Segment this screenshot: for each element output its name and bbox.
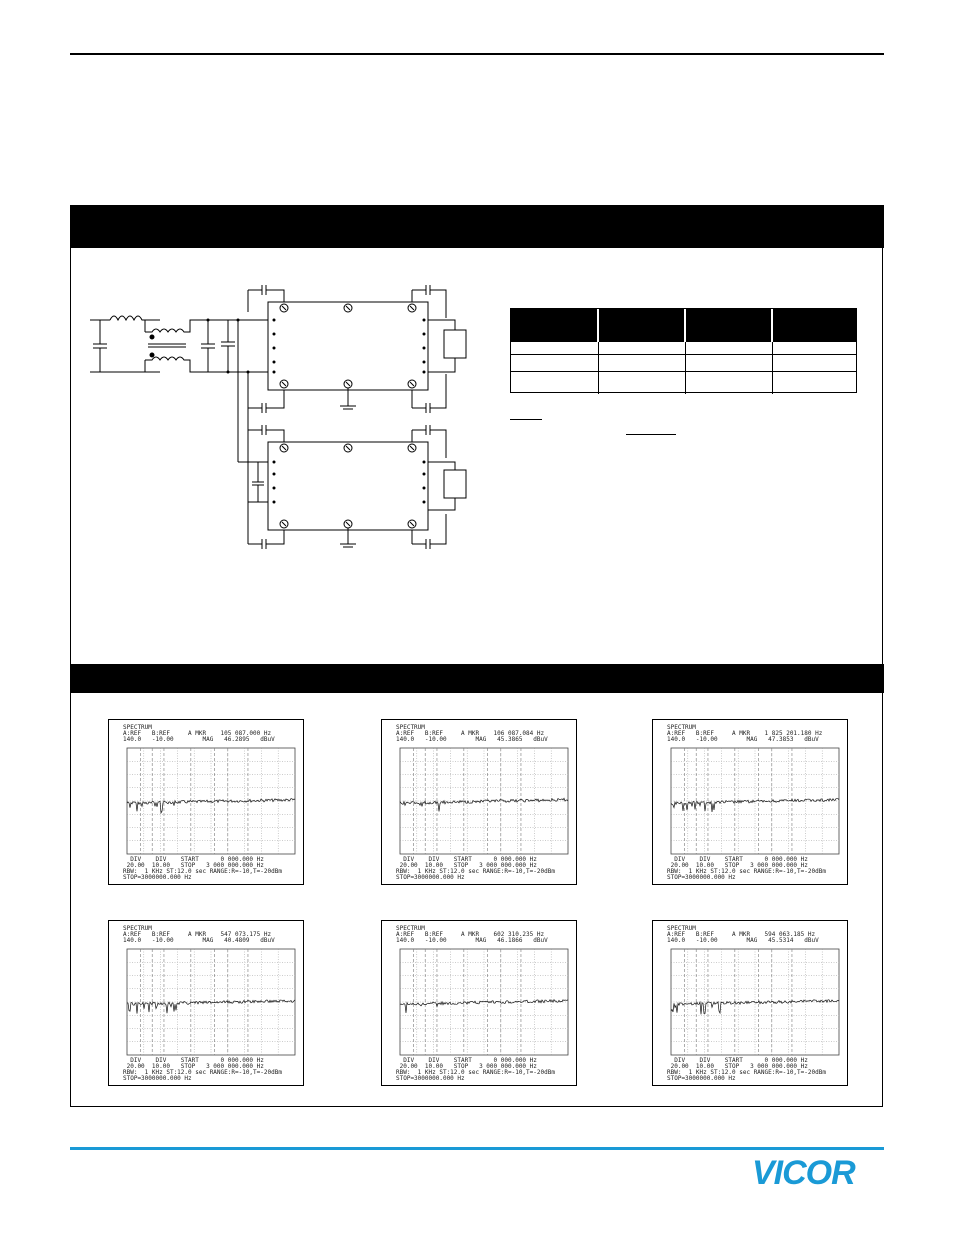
spectrum-plot-5 (381, 920, 577, 1086)
scope-label: 20.00 10.00 STOP 3 000 000.000 Hz (667, 862, 808, 869)
scope-label: A:REF B:REF A MKR 1 825 201.180 Hz (667, 730, 823, 737)
spectrum-plot-2 (381, 719, 577, 885)
scope-label: RBW: 1 KHz ST:12.0 sec RANGE:R=-10,T=-20dBm (123, 1069, 282, 1076)
scope-label: SPECTRUM (123, 925, 152, 932)
scope-label: SPECTRUM (667, 724, 696, 731)
table-row (511, 354, 856, 355)
scope-label: DIV DIV START 0 000.000 Hz (667, 1057, 808, 1064)
scope-label: 140.0 -10.00 MAG 46.1866 dBuV (396, 937, 548, 944)
section-header-band-1 (70, 205, 884, 248)
scope-label: 140.0 -10.00 MAG 45.3865 dBuV (396, 736, 548, 743)
scope-label: RBW: 1 KHz ST:12.0 sec RANGE:R=-10,T=-20dBm (123, 868, 282, 875)
scope-label: STOP=3000000.000 Hz (396, 874, 465, 881)
scope-label: 20.00 10.00 STOP 3 000 000.000 Hz (123, 1063, 264, 1070)
scope-label: 20.00 10.00 STOP 3 000 000.000 Hz (396, 1063, 537, 1070)
scope-label: STOP=3000000.000 Hz (396, 1075, 465, 1082)
scope-label: STOP=3000000.000 Hz (123, 874, 192, 881)
scope-label: SPECTRUM (667, 925, 696, 932)
scope-label: A:REF B:REF A MKR 105 087.000 Hz (123, 730, 272, 737)
table-row (511, 371, 856, 372)
scope-label: RBW: 1 KHz ST:12.0 sec RANGE:R=-10,T=-20dBm (667, 868, 826, 875)
scope-label: SPECTRUM (396, 925, 425, 932)
spectrum-plot-6 (652, 920, 848, 1086)
scope-label: A:REF B:REF A MKR 602 310.235 Hz (396, 931, 545, 938)
scope-label: STOP=3000000.000 Hz (123, 1075, 192, 1082)
scope-label: 140.0 -10.00 MAG 40.4809 dBuV (123, 937, 275, 944)
top-rule (70, 53, 884, 55)
scope-label: 20.00 10.00 STOP 3 000 000.000 Hz (667, 1063, 808, 1070)
scope-label: 140.0 -10.00 MAG 47.3853 dBuV (667, 736, 819, 743)
spectrum-plot-4 (108, 920, 304, 1086)
emi-filter-schematic (90, 282, 470, 552)
section-header-band-2 (70, 664, 884, 693)
scope-label: RBW: 1 KHz ST:12.0 sec RANGE:R=-10,T=-20dBm (396, 868, 555, 875)
scope-label: 140.0 -10.00 MAG 46.2895 dBuV (123, 736, 275, 743)
component-table (510, 308, 857, 393)
vicor-logo: VICOR (752, 1154, 855, 1192)
scope-label: DIV DIV START 0 000.000 Hz (396, 856, 537, 863)
scope-label: SPECTRUM (123, 724, 152, 731)
scope-label: RBW: 1 KHz ST:12.0 sec RANGE:R=-10,T=-20dBm (667, 1069, 826, 1076)
scope-label: A:REF B:REF A MKR 106 087.084 Hz (396, 730, 545, 737)
footer-rule (70, 1147, 884, 1150)
scope-label: STOP=3000000.000 Hz (667, 874, 736, 881)
note-underline (626, 434, 676, 435)
scope-label: STOP=3000000.000 Hz (667, 1075, 736, 1082)
scope-label: DIV DIV START 0 000.000 Hz (667, 856, 808, 863)
scope-label: 20.00 10.00 STOP 3 000 000.000 Hz (123, 862, 264, 869)
scope-label: DIV DIV START 0 000.000 Hz (123, 1057, 264, 1064)
scope-label: 20.00 10.00 STOP 3 000 000.000 Hz (396, 862, 537, 869)
note-underline (510, 419, 542, 420)
scope-label: DIV DIV START 0 000.000 Hz (123, 856, 264, 863)
table-header (511, 309, 856, 342)
scope-label: SPECTRUM (396, 724, 425, 731)
spectrum-plot-3 (652, 719, 848, 885)
scope-label: DIV DIV START 0 000.000 Hz (396, 1057, 537, 1064)
scope-label: A:REF B:REF A MKR 594 063.185 Hz (667, 931, 816, 938)
spectrum-plot-1 (108, 719, 304, 885)
scope-label: RBW: 1 KHz ST:12.0 sec RANGE:R=-10,T=-20dBm (396, 1069, 555, 1076)
scope-label: 140.0 -10.00 MAG 45.5314 dBuV (667, 937, 819, 944)
scope-label: A:REF B:REF A MKR 547 073.175 Hz (123, 931, 272, 938)
